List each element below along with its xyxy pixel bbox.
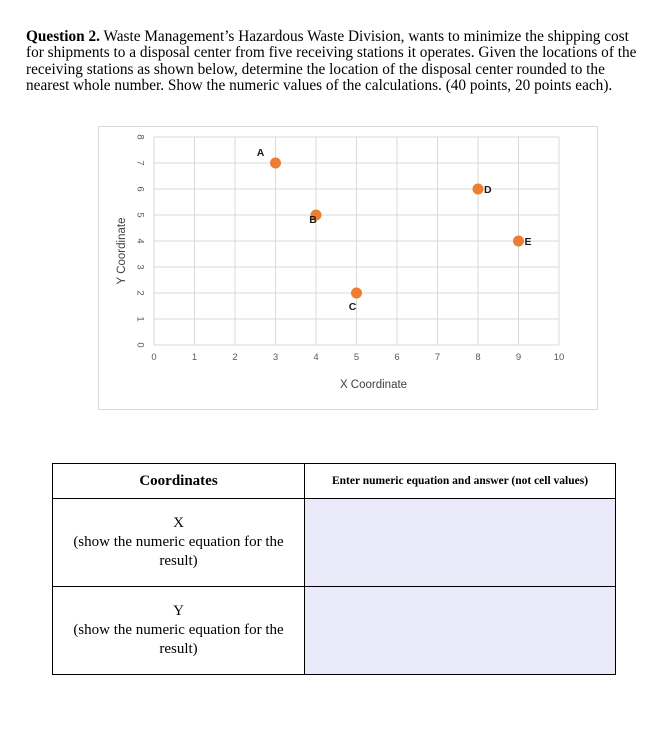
x-answer-field[interactable] <box>305 499 616 587</box>
table-row-x <box>53 499 616 587</box>
x-tick-label: 7 <box>434 352 441 363</box>
x-axis-title: X Coordinate <box>339 379 408 391</box>
x-instruction-line1: (show the numeric equation for the <box>73 534 284 550</box>
point-label-b: B <box>309 214 317 226</box>
x-title: X <box>173 515 184 531</box>
x-label-cell <box>53 499 305 587</box>
coordinates-header: Coordinates <box>53 464 305 499</box>
data-point-a <box>270 158 281 169</box>
answer-header: Enter numeric equation and answer (not cell values) <box>305 464 616 499</box>
question-body: Waste Management’s Hazardous Waste Division, wants to minimize the shipping cost for shipments to a disposal center from five receiving stations it operates. Given the locations of the receiving stations as shown below, determine the location of the disposal center rounded to the nearest whole number. Show the numeric values of the calculations. (40 points, 20 points each). <box>26 28 637 94</box>
x-tick-label: 0 <box>151 352 157 363</box>
y-tick-label: 6 <box>134 186 146 192</box>
y-instruction-line1: (show the numeric equation for the <box>73 622 284 638</box>
y-tick-label: 3 <box>134 264 146 270</box>
x-tick-label: 2 <box>232 352 238 363</box>
y-tick-label: 7 <box>134 160 146 166</box>
x-tick-label: 9 <box>515 352 522 363</box>
data-point-d <box>473 184 484 195</box>
y-tick-label: 1 <box>134 316 146 322</box>
y-title: Y <box>173 603 184 619</box>
y-tick-label: 0 <box>134 342 146 348</box>
x-tick-label: 5 <box>353 352 360 363</box>
scatter-chart <box>98 126 598 410</box>
data-point-c <box>351 288 362 299</box>
data-point-e <box>513 236 524 247</box>
y-answer-field[interactable] <box>305 587 616 675</box>
y-tick-label: 2 <box>134 290 146 296</box>
x-tick-label: 10 <box>553 352 565 363</box>
point-label-c: C <box>348 301 357 313</box>
answer-table <box>52 463 616 675</box>
x-instruction-line2: result) <box>159 553 198 569</box>
x-tick-label: 8 <box>475 352 481 363</box>
y-label-cell <box>53 587 305 675</box>
question-text <box>26 29 641 94</box>
question-label: Question 2. <box>26 28 100 45</box>
y-instruction-line2: result) <box>159 641 198 657</box>
table-row-y <box>53 587 616 675</box>
y-tick-label: 8 <box>134 134 146 140</box>
x-tick-label: 1 <box>191 352 198 363</box>
point-label-e: E <box>524 236 532 248</box>
chart-svg <box>99 127 597 409</box>
point-label-d: D <box>484 184 492 196</box>
point-label-a: A <box>256 147 265 159</box>
x-tick-label: 4 <box>313 352 319 363</box>
y-tick-label: 5 <box>134 212 146 218</box>
y-axis-title: Y Coordinate <box>116 217 128 285</box>
y-tick-label: 4 <box>134 238 146 244</box>
table-header-row <box>53 464 616 499</box>
x-tick-label: 6 <box>394 352 400 363</box>
x-tick-label: 3 <box>272 352 279 363</box>
